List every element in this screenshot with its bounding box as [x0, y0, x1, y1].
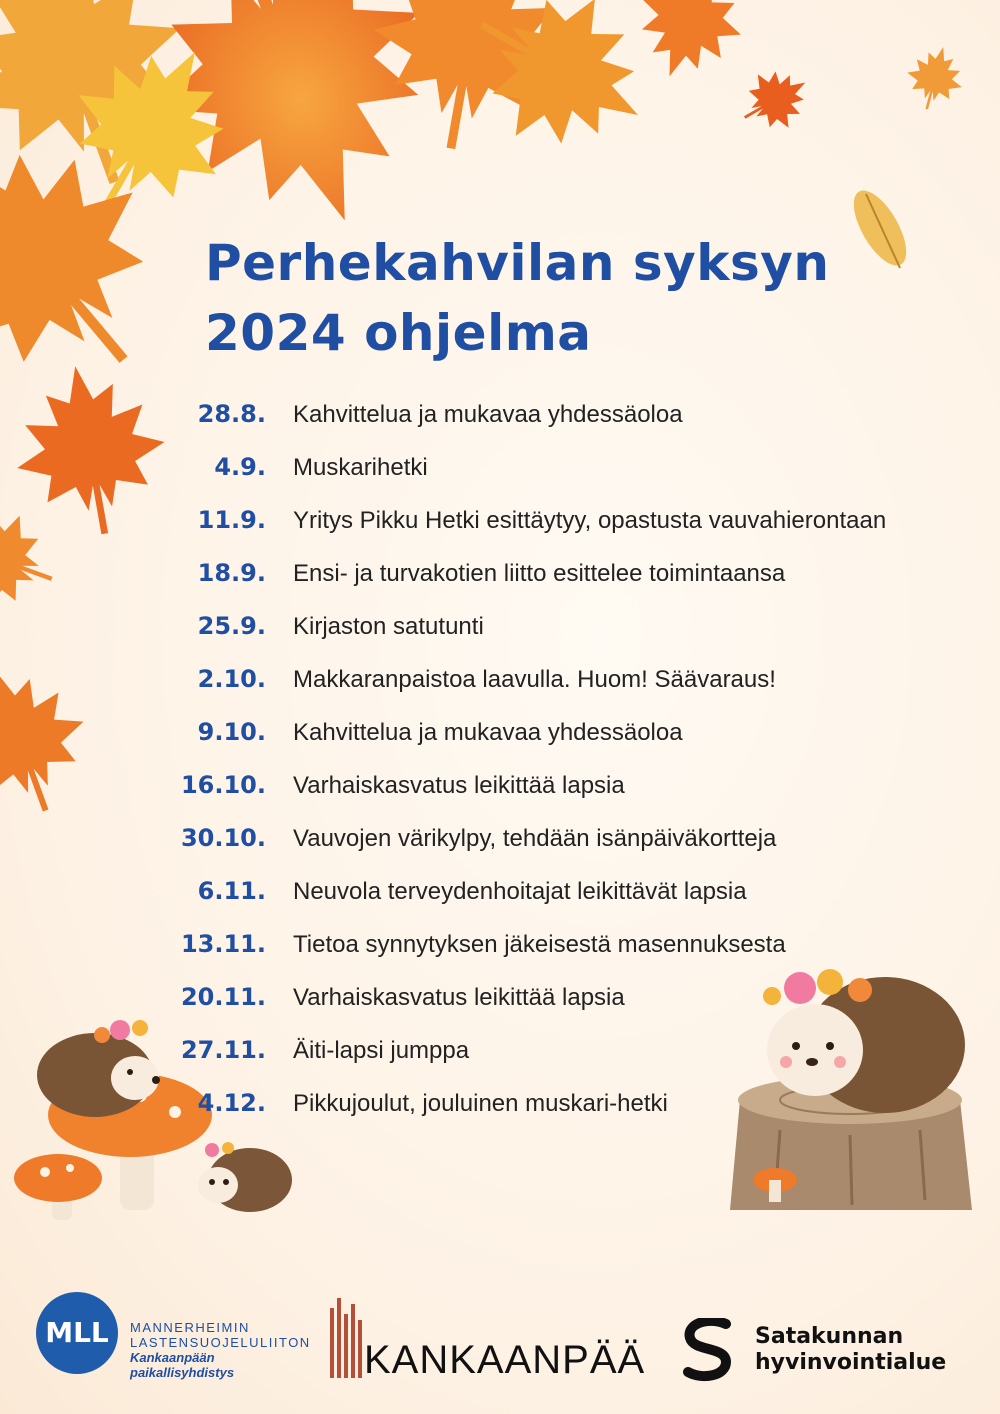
- schedule-date: 2.10.: [197, 665, 266, 693]
- schedule-date: 27.11.: [180, 1036, 266, 1064]
- schedule-date: 4.12.: [197, 1089, 266, 1117]
- schedule-row: [180, 547, 990, 600]
- schedule-date: 4.9.: [214, 453, 266, 481]
- kankaanpaa-logo-icon: [328, 1298, 362, 1378]
- title-line-2: 2024 ohjelma: [205, 304, 592, 362]
- footer-logos: [0, 1280, 1000, 1414]
- schedule-list: [180, 388, 990, 1130]
- schedule-event: Varhaiskasvatus leikittää lapsia: [293, 772, 625, 799]
- schedule-date: 30.10.: [180, 824, 266, 852]
- schedule-event: Neuvola terveydenhoitajat leikittävät lapsia: [293, 878, 747, 905]
- schedule-row: [180, 494, 990, 547]
- satakunta-logo-text: [755, 1324, 946, 1376]
- schedule-row: [180, 918, 990, 971]
- mll-logo-text: [130, 1320, 311, 1380]
- schedule-date: 9.10.: [197, 718, 266, 746]
- schedule-event: Yritys Pikku Hetki esittäytyy, opastusta vauvahierontaan: [293, 507, 887, 534]
- schedule-event: Kirjaston satutunti: [293, 613, 484, 640]
- schedule-date: 25.9.: [197, 612, 266, 640]
- schedule-date: 13.11.: [180, 930, 266, 958]
- page-title: [205, 228, 905, 368]
- schedule-row: [180, 441, 990, 494]
- schedule-date: 6.11.: [197, 877, 266, 905]
- schedule-date: 20.11.: [180, 983, 266, 1011]
- schedule-date: 16.10.: [180, 771, 266, 799]
- satakunta-logo-icon: [682, 1318, 734, 1382]
- mll-line-3: Kankaanpään: [130, 1350, 215, 1365]
- schedule-event: Varhaiskasvatus leikittää lapsia: [293, 984, 625, 1011]
- schedule-row: [180, 1024, 990, 1077]
- satakunta-line-2: hyvinvointialue: [755, 1350, 947, 1375]
- schedule-row: [180, 600, 990, 653]
- schedule-event: Tietoa synnytyksen jäkeisestä masennuksesta: [293, 931, 786, 958]
- schedule-event: Ensi- ja turvakotien liitto esittelee toimintaansa: [293, 560, 786, 587]
- schedule-event: Makkaranpaistoa laavulla. Huom! Säävaraus!: [293, 666, 776, 693]
- schedule-row: [180, 971, 990, 1024]
- schedule-event: Kahvittelua ja mukavaa yhdessäoloa: [293, 401, 683, 428]
- schedule-event: Kahvittelua ja mukavaa yhdessäoloa: [293, 719, 683, 746]
- schedule-row: [180, 759, 990, 812]
- schedule-date: 18.9.: [197, 559, 266, 587]
- mll-line-1: MANNERHEIMIN: [130, 1320, 250, 1335]
- schedule-event: Äiti-lapsi jumppa: [293, 1037, 470, 1064]
- schedule-row: [180, 865, 990, 918]
- schedule-event: Muskarihetki: [293, 454, 428, 481]
- schedule-row: [180, 1077, 990, 1130]
- hedgehog-icon: [198, 1142, 292, 1212]
- schedule-row: [180, 388, 990, 441]
- mll-logo-badge: MLL: [36, 1292, 118, 1374]
- satakunta-line-1: Satakunnan: [755, 1324, 904, 1349]
- title-line-1: Perhekahvilan syksyn: [205, 234, 830, 292]
- kankaanpaa-logo-text: KANKAANPÄÄ: [364, 1338, 646, 1382]
- schedule-date: 11.9.: [197, 506, 266, 534]
- schedule-event: Pikkujoulut, jouluinen muskari-hetki: [293, 1090, 668, 1117]
- schedule-row: [180, 812, 990, 865]
- schedule-row: [180, 706, 990, 759]
- mll-line-4: paikallisyhdistys: [130, 1365, 235, 1380]
- schedule-event: Vauvojen värikylpy, tehdään isänpäiväkortteja: [293, 825, 777, 852]
- schedule-row: [180, 653, 990, 706]
- mll-line-2: LASTENSUOJELULIITON: [130, 1335, 311, 1350]
- schedule-date: 28.8.: [197, 400, 266, 428]
